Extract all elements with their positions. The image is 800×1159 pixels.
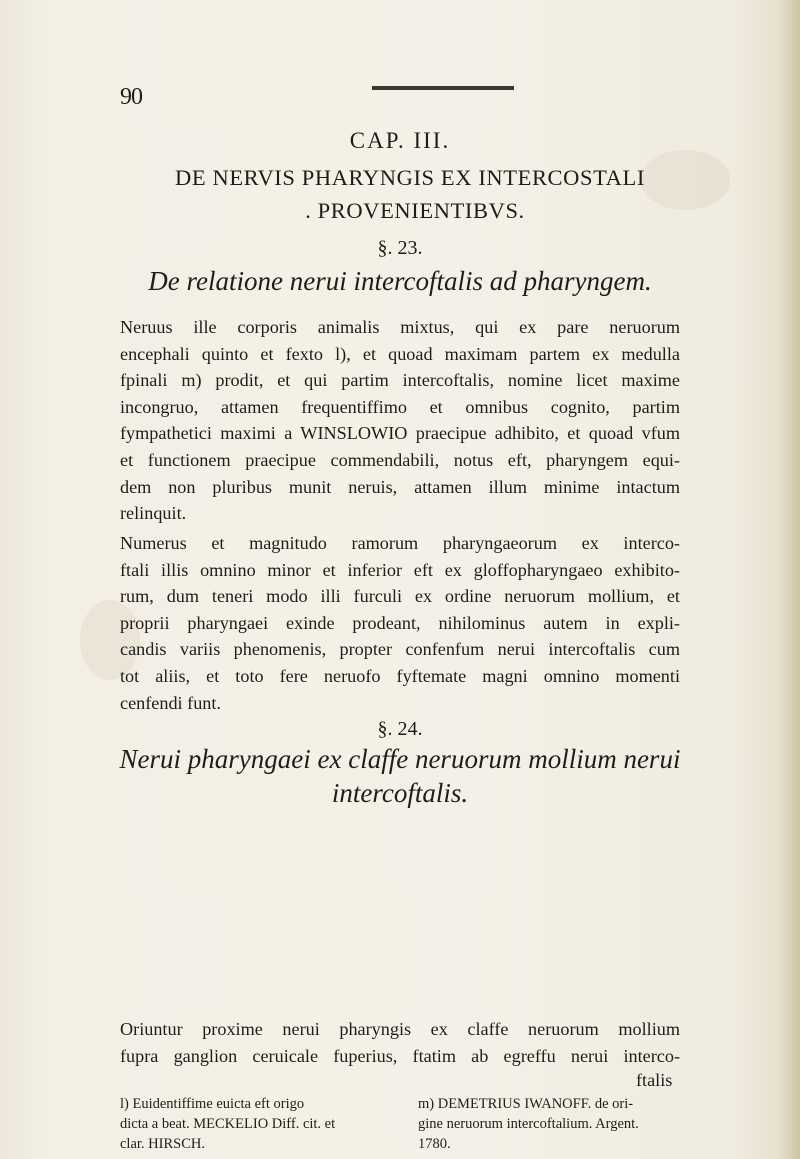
footnote-line: clar. HIRSCH. (120, 1136, 205, 1152)
chapter-title-line-2: . PROVENIENTIBVS. (305, 198, 525, 223)
text-line: fympathetici maximi a WINSLOWIO praecipue adhibito, et quoad vfum (120, 423, 680, 444)
footnote-line: m) DEMETRIUS IWANOFF. de ori- (418, 1096, 634, 1112)
text-line: relinquit. (120, 503, 187, 524)
text-line: cenfendi funt. (120, 692, 221, 713)
text-line: Neruus ille corporis animalis mixtus, qui ex pare neruorum (120, 317, 680, 337)
section-number-24: §. 24. (377, 718, 423, 740)
text-line: candis variis phenomenis, propter confenfum nerui intercoftalis cum (120, 639, 680, 660)
section-heading-23: De relatione nerui intercoftalis ad pharyngem. (148, 266, 652, 296)
text-line: encephali quinto et fexto l), et quoad maximam partem ex medulla (120, 343, 680, 364)
section-24-paragraph-1 (120, 1016, 680, 1069)
text-line: dem non pluribus munit neruis, attamen illum minime intactum (120, 476, 680, 497)
page-edge-shadow (778, 0, 800, 1159)
section-23-paragraph-2 (120, 530, 680, 716)
footnote-m (418, 1094, 708, 1154)
page-number: 90 (120, 84, 142, 110)
catchword: ftalis (636, 1070, 673, 1090)
text-line: proprii pharyngaei exinde prodeant, nihilominus autem in expli- (120, 612, 680, 633)
footnote-line: gine neruorum intercoftalium. Argent. (418, 1116, 639, 1132)
section-heading-24-line-2: intercoftalis. (331, 778, 469, 808)
text-line: ftali illis omnino minor et inferior eft ex gloffopharyngaeo exhibito- (120, 559, 680, 580)
section-number-23: §. 23. (377, 237, 423, 259)
footnote-line: l) Euidentiffime euicta eft origo (120, 1096, 305, 1112)
chapter-title-line-1: DE NERVIS PHARYNGIS EX INTERCOSTALI (175, 165, 645, 190)
text-line: incongruo, attamen frequentiffimo et omnibus cognito, partim (120, 396, 680, 417)
chapter-heading: CAP. III. (349, 128, 451, 153)
header-rule (372, 86, 514, 90)
text-line: et functionem praecipue commendabili, notus eft, pharyngem equi- (120, 449, 680, 470)
text-line: rum, dum teneri modo illi furculi ex ordine neruorum mollium, et (120, 586, 680, 607)
text-line: fupra ganglion ceruicale fuperius, ftatim ab egreffu nerui interco- (120, 1045, 680, 1066)
footnote-line: 1780. (418, 1136, 451, 1152)
section-heading-24-line-1: Nerui pharyngaei ex claffe neruorum mollium nerui (119, 744, 681, 774)
text-line: Oriuntur proxime nerui pharyngis ex claffe neruorum mollium (120, 1019, 680, 1039)
text-line: fpinali m) prodit, et qui partim intercoftalis, nomine licet maxime (120, 370, 680, 391)
text-line: tot aliis, et toto fere neruofo fyftemate magni omnino momenti (120, 665, 680, 686)
section-23-paragraph-1 (120, 314, 680, 527)
footnote-l (120, 1094, 410, 1154)
text-line: Numerus et magnitudo ramorum pharyngaeorum ex interco- (120, 533, 680, 553)
footnote-line: dicta a beat. MECKELIO Diff. cit. et (120, 1116, 336, 1132)
